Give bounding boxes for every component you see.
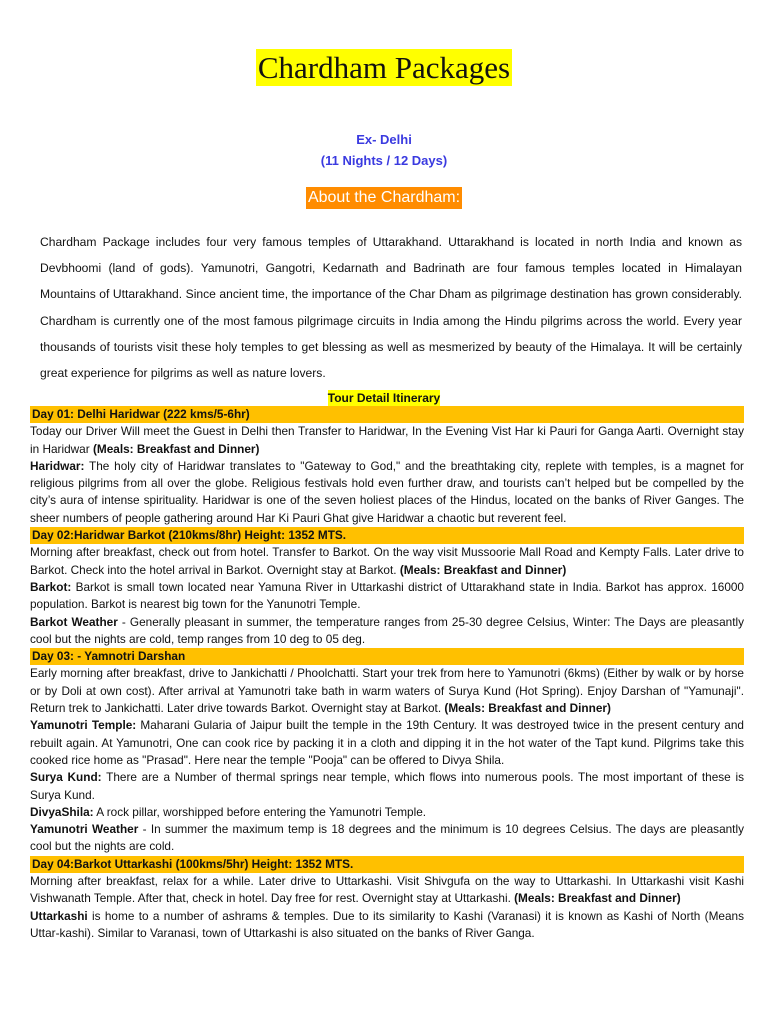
itinerary (30, 406, 744, 942)
itinerary-heading: Tour Detail Itinerary (327, 391, 441, 405)
barkot-desc: Barkot: Barkot is small town located near Yamuna River in Uttarkashi district of Uttarakhand state in India. Barkot has approx. 16000 population. Barkot is nearest big town for the Yanunotri Temple. (30, 579, 744, 612)
intro-paragraph: Chardham Package includes four very famous temples of Uttarakhand. Uttarakhand is located in north India and known as Devbhoomi (land of gods). Yamunotri, Gangotri, Kedarnath and Badrinath are four famous temples located in Himalayan Mountains of Uttarakhand. Since ancient time, the importance of the Char Dham as pilgrimage destination has grown considerably. Chardham is currently one of the most famous pilgrimage circuits in India among the Hindu pilgrims across the world. Every year thousands of tourists visit these holy temples to get blessing as well as mesmerized by beauty of the Himalaya. It will be certainly great experience for pilgrims as well as nature lovers. (40, 235, 742, 381)
page-title: Chardham Packages (257, 50, 511, 85)
day-4-text: Morning after breakfast, relax for a while. Later drive to Uttarkashi. Visit Shivgufa on the way to Uttarkashi. In Uttarkashi visit Kashi Vishwanath Temple. After that, check in hotel. Day free for rest. Overnight stay at Uttarkashi. (Meals: Breakfast and Dinner) (30, 874, 744, 906)
yamunotri-weather: Yamunotri Weather - In summer the maximum temp is 18 degrees and the minimum is 10 degrees Celsius. The days are pleasantly cool but the nights are cold. (30, 822, 744, 854)
day-1-text: Today our Driver Will meet the Guest in Delhi then Transfer to Haridwar, In the Evening Vist Har ki Pauri for Ganga Aarti. Overnight stay in Haridwar (Meals: Breakfast and Dinner) (30, 424, 744, 456)
yamunotri-temple-desc: Yamunotri Temple: Maharani Gularia of Jaipur built the temple in the 19th Century. It was destroyed twice in the present century and rebuilt again. At Yamunotri, One can cook rice by packing it in a cloth and dipping it in the hot water of the Tapt kund. Pilgrims take this cooked rice home as "Prasad". Here near the temple "Pooja" can be offered to Divya Shila. (30, 718, 744, 767)
day-2-header: Day 02:Haridwar Barkot (210kms/8hr) Height: 1352 MTS. (30, 527, 744, 544)
day-2-text: Morning after breakfast, check out from hotel. Transfer to Barkot. On the way visit Mussoorie Mall Road and Kempty Falls. Later drive to Barkot. Check into the hotel arrival in Barkot. Overnight stay at Barkot. (Meals: Breakfast and Dinner) (30, 545, 744, 577)
duration: (11 Nights / 12 Days) (320, 153, 448, 168)
day-3-text: Early morning after breakfast, drive to Jankichatti / Phoolchatti. Start your trek from here to Yamunotri (6kms) (Either by walk or by horse or by Doli at own cost). After arrival at Yamunotri take bath in warm waters of Surya Kund (Hot Spring). Enjoy Darshan of "Yamunaji". Return trek to Jankichatti. Later drive towards Barkot. Overnight stay at Barkot. (Meals: Breakfast and Dinner) (30, 666, 744, 716)
about-heading: About the Chardham: (306, 187, 462, 209)
departure-city: Ex- Delhi (356, 132, 412, 147)
day-3-header: Day 03: - Yamnotri Darshan (30, 648, 744, 665)
day-1-header: Day 01: Delhi Haridwar (222 kms/5-6hr) (30, 406, 744, 423)
barkot-weather: Barkot Weather - Generally pleasant in summer, the temperature ranges from 25-30 degree Celsius, Winter: The Days are pleasantly cool but the nights are cold, temp ranges from 10 deg to 05 deg. (30, 614, 744, 646)
haridwar-desc: Haridwar: The holy city of Haridwar translates to "Gateway to God," and the breathtaking city, replete with temples, is a magnet for religious pilgrims from all over the globe. Religious festivals hold even further draw, and tourists can’t helped but be compelled by the city’s aura of intense spirituality. Haridwar is one of the seven holiest places of the Hindus, located on the banks of River Ganges. The sheer numbers of people gathering around Har Ki Pauri Ghat give Haridwar a chaotic but reverent feel. (30, 458, 744, 525)
day-4-header: Day 04:Barkot Uttarkashi (100kms/5hr) Height: 1352 MTS. (30, 856, 744, 873)
uttarkashi-desc: Uttarkashi is home to a number of ashrams & temples. Due to its similarity to Kashi (Varanasi) it is known as Kashi of North (Means Uttar-kashi). Similar to Varanasi, town of Uttarkashi is also situated on the banks of River Ganga. (30, 908, 744, 940)
surya-kund-desc: Surya Kund: There are a Number of thermal springs near temple, which flows into numerous pools. The most important of these is Surya Kund. (30, 770, 744, 802)
divyashila-desc: DivyaShila: A rock pillar, worshipped before entering the Yamunotri Temple. (30, 804, 427, 819)
